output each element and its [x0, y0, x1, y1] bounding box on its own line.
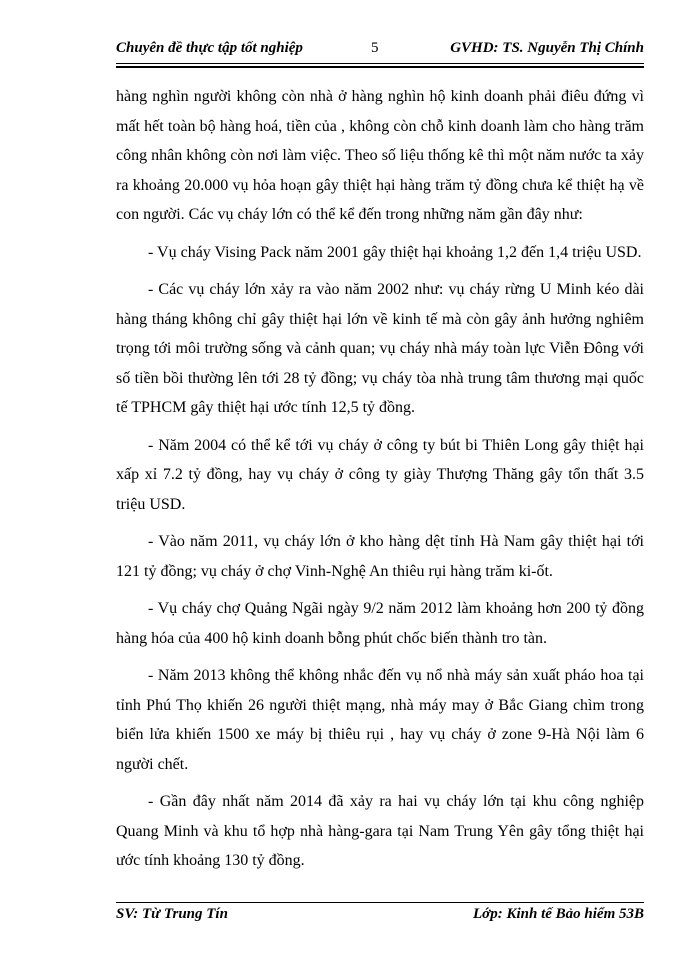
- header-advisor: GVHD: TS. Nguyễn Thị Chính: [450, 40, 644, 56]
- paragraph-2014-fires: - Gần đây nhất năm 2014 đã xảy ra hai vụ cháy lớn tại khu công nghiệp Quang Minh và khu tổ hợp nhà hàng-gara tại Nam Trung Yên gây tổng thiệt hại ước tính khoảng 130 tỷ đồng.: [116, 793, 644, 869]
- page-header: [116, 40, 644, 62]
- paragraph-vising-pack: - Vụ cháy Vising Pack năm 2001 gây thiệt hại khoảng 1,2 đến 1,4 triệu USD.: [148, 243, 642, 261]
- paragraph-2013-fires: - Năm 2013 không thể không nhắc đến vụ nổ nhà máy sản xuất pháo hoa tại tỉnh Phú Thọ khiến 26 người thiệt mạng, nhà máy may ở Bắc Giang chìm trong biển lửa khiến 1500 xe máy bị thiêu rụi , hay vụ cháy ở zone 9-Hà Nội làm 6 người chết.: [116, 667, 644, 773]
- page-body: [116, 82, 644, 884]
- paragraph-2002-fires: - Các vụ cháy lớn xảy ra vào năm 2002 như: vụ cháy rừng U Minh kéo dài hàng tháng không chỉ gây thiệt hại lớn về kinh tế mà còn gây ảnh hưởng nghiêm trọng tới môi trường sống và cảnh quan; vụ cháy nhà máy toàn lực Viễn Đông với số tiền bồi thường lên tới 28 tỷ đồng; vụ cháy tòa nhà trung tâm thương mại quốc tế TPHCM gây thiệt hại ước tính 12,5 tỷ đồng.: [116, 281, 644, 416]
- header-rule-thick: [116, 66, 644, 68]
- header-document-title: Chuyên đề thực tập tốt nghiệp: [116, 40, 303, 56]
- header-page-number: 5: [371, 40, 379, 56]
- footer-rule: [116, 902, 644, 903]
- paragraph-intro: hàng nghìn người không còn nhà ở hàng nghìn hộ kinh doanh phải điêu đứng vì mất hết toàn bộ hàng hoá, tiền của , không còn chỗ kinh doanh làm cho hàng trăm công nhân không còn nơi làm việc. Theo số liệu thống kê thì một năm nước ta xảy ra khoảng 20.000 vụ hỏa hoạn gây thiệt hại hàng trăm tỷ đồng chưa kể thiệt hạ về con người. Các vụ cháy lớn có thể kể đến trong những năm gần đây như:: [116, 88, 644, 223]
- paragraph-2012-fire: - Vụ cháy chợ Quảng Ngãi ngày 9/2 năm 2012 làm khoảng hơn 200 tỷ đồng hàng hóa của 400 hộ kinh doanh bỗng phút chốc biến thành tro tàn.: [116, 600, 644, 647]
- header-rule-thin: [116, 63, 644, 64]
- footer-class: Lớp: Kinh tế Bảo hiểm 53B: [473, 906, 644, 922]
- footer-student: SV: Từ Trung Tín: [116, 906, 228, 922]
- paragraph-2011-fires: - Vào năm 2011, vụ cháy lớn ở kho hàng dệt tỉnh Hà Nam gây thiệt hại tới 121 tỷ đồng; vụ cháy ở chợ Vinh-Nghệ An thiêu rụi hàng trăm ki-ốt.: [116, 533, 644, 580]
- page-footer: [116, 906, 644, 928]
- paragraph-2004-fires: - Năm 2004 có thể kể tới vụ cháy ở công ty bút bi Thiên Long gây thiệt hại xấp xỉ 7.2 tỷ đồng, hay vụ cháy ở công ty giày Thượng Thăng gây tổn thất 3.5 triệu USD.: [116, 436, 644, 513]
